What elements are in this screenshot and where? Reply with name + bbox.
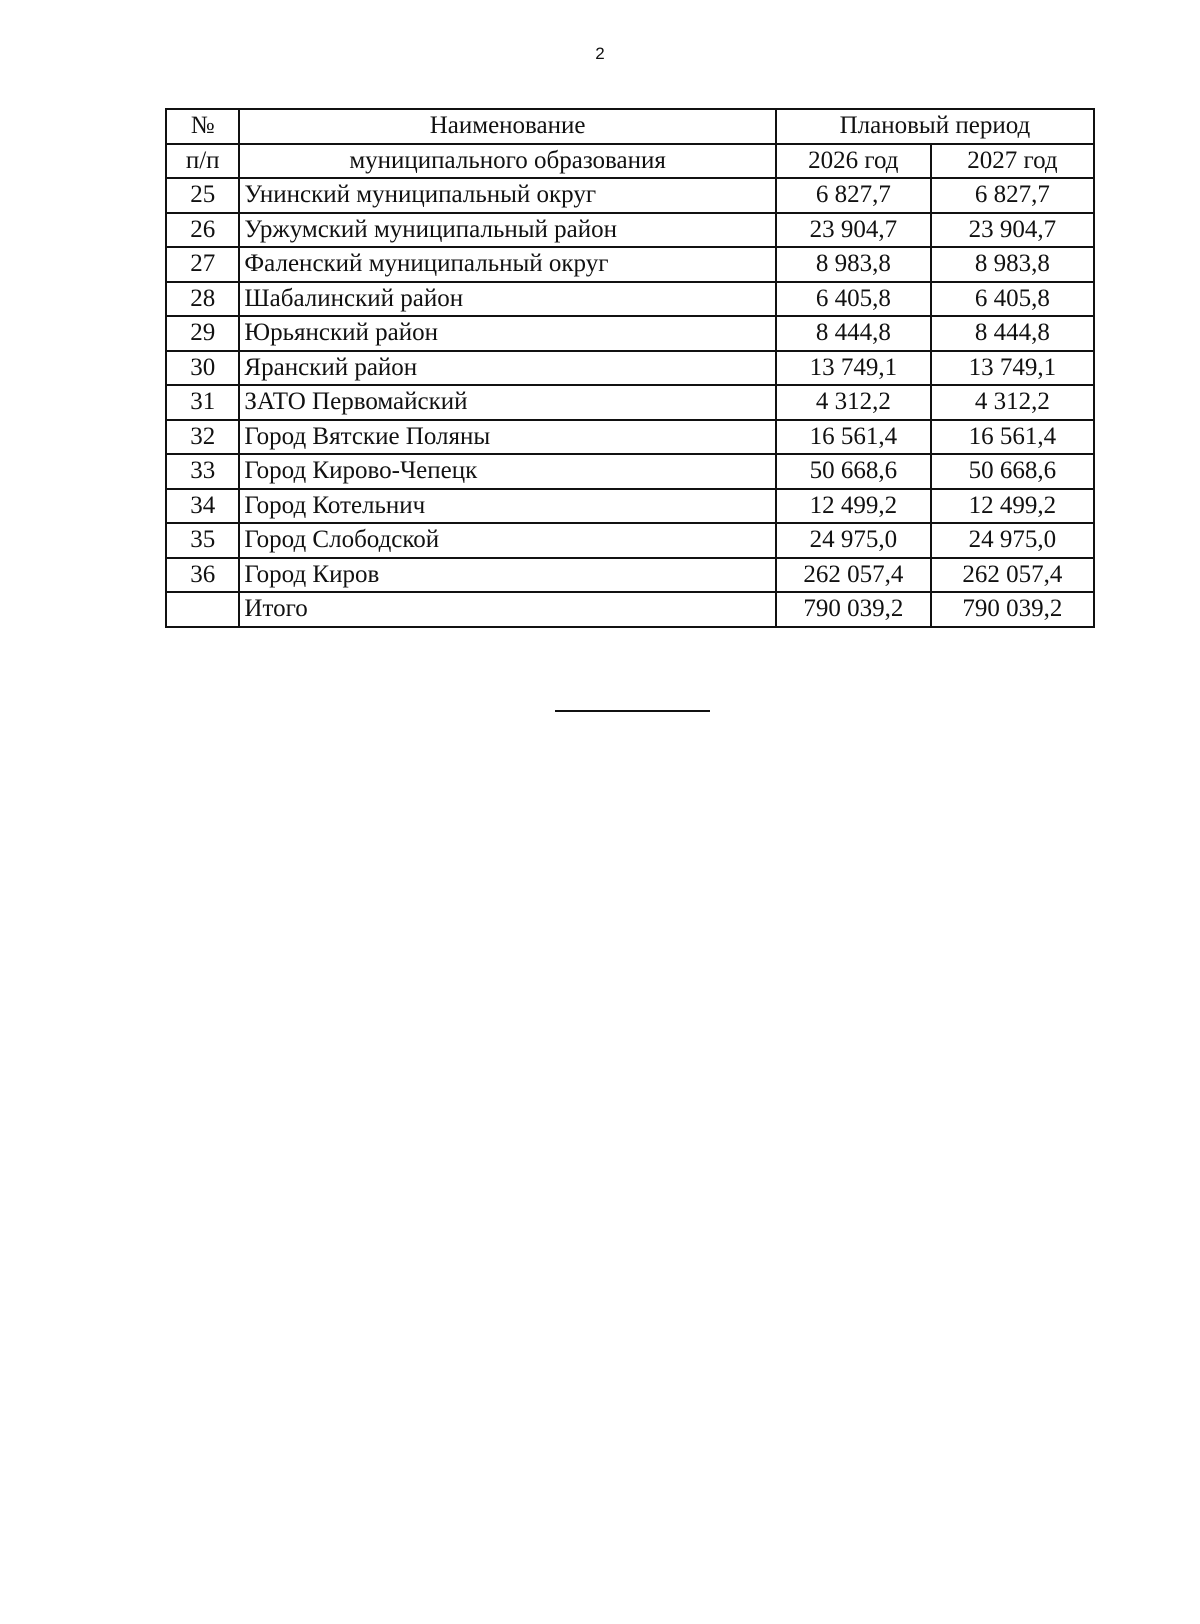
end-divider: [555, 710, 710, 712]
row-num: 26: [166, 213, 239, 248]
row-num: 33: [166, 454, 239, 489]
table-row: [166, 420, 1094, 455]
row-name: Шабалинский район: [239, 282, 775, 317]
row-name: Унинский муниципальный округ: [239, 178, 775, 213]
header-name-top: Наименование: [239, 109, 775, 144]
header-year-2027: 2027 год: [931, 144, 1094, 179]
row-name: Уржумский муниципальный район: [239, 213, 775, 248]
header-name-bottom: муниципального образования: [239, 144, 775, 179]
table-row: [166, 316, 1094, 351]
table-row: [166, 178, 1094, 213]
table-total-row: [166, 592, 1094, 627]
table-row: [166, 282, 1094, 317]
row-value-2027: 16 561,4: [931, 420, 1094, 455]
row-value-2027: 6 405,8: [931, 282, 1094, 317]
table-row: [166, 247, 1094, 282]
row-num: 30: [166, 351, 239, 386]
row-name: Город Слободской: [239, 523, 775, 558]
row-name: Юрьянский район: [239, 316, 775, 351]
row-value-2026: 12 499,2: [776, 489, 931, 524]
row-value-2026: 8 444,8: [776, 316, 931, 351]
table-header-row-2: [166, 144, 1094, 179]
row-value-2027: 23 904,7: [931, 213, 1094, 248]
row-name: Город Кирово-Чепецк: [239, 454, 775, 489]
row-value-2026: 50 668,6: [776, 454, 931, 489]
row-value-2027: 4 312,2: [931, 385, 1094, 420]
header-period: Плановый период: [776, 109, 1094, 144]
row-num: 29: [166, 316, 239, 351]
row-num: 35: [166, 523, 239, 558]
row-value-2026: 262 057,4: [776, 558, 931, 593]
row-value-2027: 24 975,0: [931, 523, 1094, 558]
row-num: 25: [166, 178, 239, 213]
total-num: [166, 592, 239, 627]
row-value-2027: 8 983,8: [931, 247, 1094, 282]
table-row: [166, 213, 1094, 248]
row-value-2026: 24 975,0: [776, 523, 931, 558]
row-value-2026: 13 749,1: [776, 351, 931, 386]
row-value-2026: 8 983,8: [776, 247, 931, 282]
row-num: 32: [166, 420, 239, 455]
row-name: Фаленский муниципальный округ: [239, 247, 775, 282]
row-value-2027: 50 668,6: [931, 454, 1094, 489]
row-name: Город Котельнич: [239, 489, 775, 524]
total-label: Итого: [239, 592, 775, 627]
page-number: 2: [595, 44, 605, 63]
total-value-2027: 790 039,2: [931, 592, 1094, 627]
row-value-2026: 23 904,7: [776, 213, 931, 248]
row-value-2027: 8 444,8: [931, 316, 1094, 351]
row-value-2027: 13 749,1: [931, 351, 1094, 386]
header-num-top: №: [166, 109, 239, 144]
header-num-bottom: п/п: [166, 144, 239, 179]
row-num: 31: [166, 385, 239, 420]
row-name: Яранский район: [239, 351, 775, 386]
table-row: [166, 523, 1094, 558]
row-num: 28: [166, 282, 239, 317]
total-value-2026: 790 039,2: [776, 592, 931, 627]
row-name: Город Киров: [239, 558, 775, 593]
table-row: [166, 489, 1094, 524]
row-num: 34: [166, 489, 239, 524]
row-value-2026: 4 312,2: [776, 385, 931, 420]
allocation-table: [165, 108, 1095, 628]
table-row: [166, 558, 1094, 593]
table-row: [166, 351, 1094, 386]
table-row: [166, 385, 1094, 420]
row-value-2026: 6 405,8: [776, 282, 931, 317]
row-value-2026: 16 561,4: [776, 420, 931, 455]
row-value-2027: 262 057,4: [931, 558, 1094, 593]
row-value-2026: 6 827,7: [776, 178, 931, 213]
table-row: [166, 454, 1094, 489]
row-num: 36: [166, 558, 239, 593]
header-year-2026: 2026 год: [776, 144, 931, 179]
row-value-2027: 6 827,7: [931, 178, 1094, 213]
table-header-row-1: [166, 109, 1094, 144]
row-num: 27: [166, 247, 239, 282]
row-value-2027: 12 499,2: [931, 489, 1094, 524]
row-name: Город Вятские Поляны: [239, 420, 775, 455]
row-name: ЗАТО Первомайский: [239, 385, 775, 420]
